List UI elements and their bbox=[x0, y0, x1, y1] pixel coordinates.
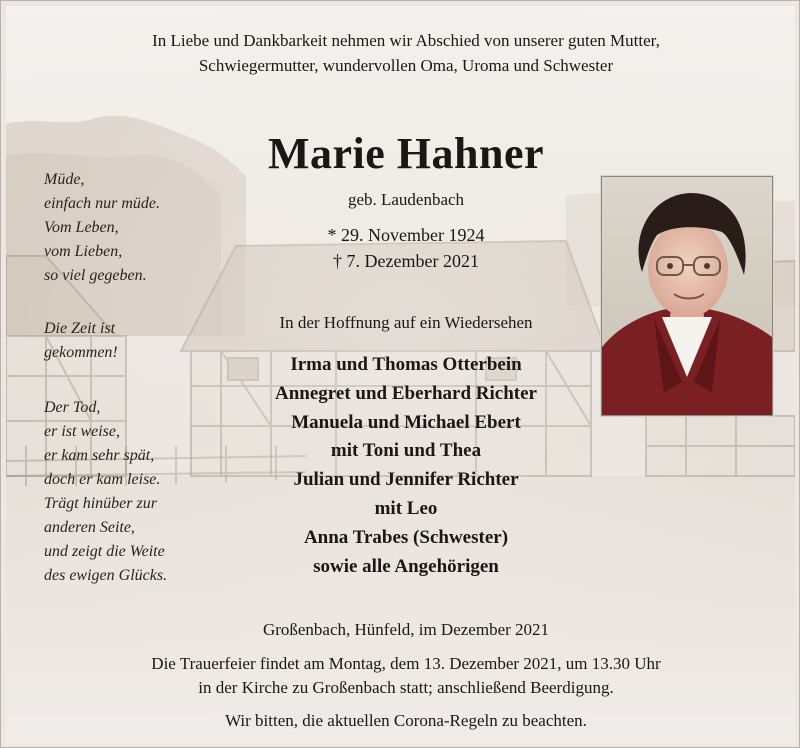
mourner-line: mit Toni und Thea bbox=[330, 440, 482, 462]
intro-line: In Liebe und Dankbarkeit nehmen wir Abschied von unserer guten Mutter, bbox=[152, 31, 660, 50]
deceased-name: Marie Hahner bbox=[267, 129, 545, 178]
poem-line: Die Zeit ist bbox=[44, 320, 116, 337]
intro-line: Schwiegermutter, wundervollen Oma, Uroma und Schwester bbox=[198, 56, 614, 75]
death-date: † 7. Dezember 2021 bbox=[333, 251, 479, 271]
mourner-line: sowie alle Angehörigen bbox=[313, 555, 499, 577]
poem-line: Der Tod, bbox=[44, 399, 101, 416]
mourner-line: Irma und Thomas Otterbein bbox=[290, 354, 522, 375]
poem-line: doch er kam leise. bbox=[44, 471, 161, 488]
poem-line: Vom Leben, bbox=[44, 219, 119, 236]
poem-line: er ist weise, bbox=[44, 423, 120, 440]
mourner-line: Anna Trabes (Schwester) bbox=[303, 526, 509, 548]
birth-name: geb. Laudenbach bbox=[347, 190, 465, 209]
corona-note: Wir bitten, die aktuellen Corona-Regeln zu beachten. bbox=[225, 711, 587, 730]
intro-text bbox=[66, 28, 746, 78]
poem-line: er kam sehr spät, bbox=[44, 447, 155, 464]
funeral-info bbox=[56, 652, 756, 700]
mourner-line: mit Leo bbox=[374, 497, 438, 519]
poem-line: gekommen! bbox=[44, 344, 118, 361]
place-date: Großenbach, Hünfeld, im Dezember 2021 bbox=[262, 620, 550, 639]
portrait-photo bbox=[601, 176, 773, 416]
mourner-line: Annegret und Eberhard Richter bbox=[275, 382, 537, 404]
poem-stanza bbox=[44, 168, 214, 288]
poem-line: und zeigt die Weite bbox=[44, 543, 165, 560]
mourner-line: Manuela und Michael Ebert bbox=[291, 411, 521, 433]
funeral-line: Die Trauerfeier findet am Montag, dem 13. Dezember 2021, um 13.30 Uhr bbox=[151, 654, 661, 673]
mourner-line: Julian und Jennifer Richter bbox=[293, 469, 519, 491]
hope-text: In der Hoffnung auf ein Wiedersehen bbox=[279, 313, 533, 332]
poem-line: anderen Seite, bbox=[44, 519, 135, 536]
notice-frame bbox=[6, 6, 795, 744]
poem-line: so viel gegeben. bbox=[44, 267, 147, 284]
poem-line: Müde, bbox=[44, 171, 85, 188]
poem-line: Trägt hinüber zur bbox=[44, 495, 157, 512]
poem-line: des ewigen Glücks. bbox=[44, 567, 168, 584]
poem-line: vom Lieben, bbox=[44, 243, 123, 260]
mourners-list bbox=[186, 351, 626, 581]
life-dates bbox=[256, 222, 556, 274]
poem-line: einfach nur müde. bbox=[44, 195, 160, 212]
birth-date: * 29. November 1924 bbox=[327, 225, 485, 245]
funeral-line: in der Kirche zu Großenbach statt; anschließend Beerdigung. bbox=[198, 678, 614, 697]
